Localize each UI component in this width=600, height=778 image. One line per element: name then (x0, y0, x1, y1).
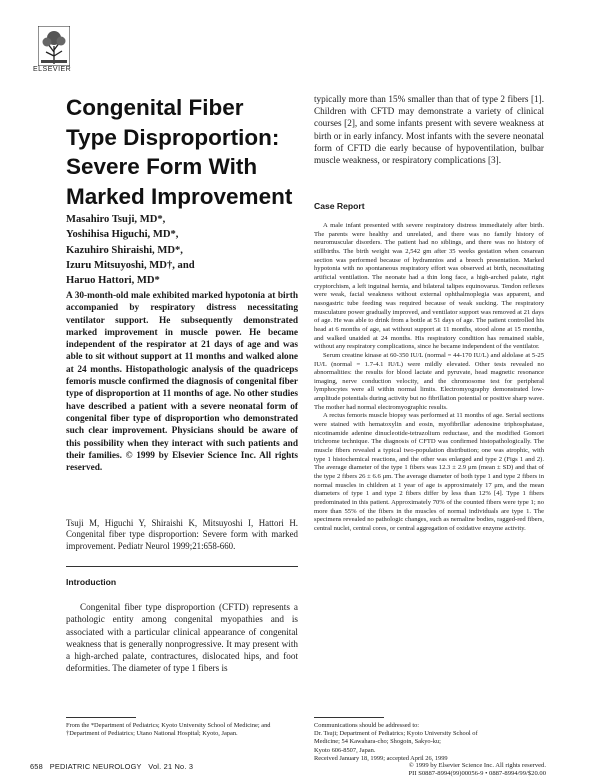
correspondence-line: Medicine; 54 Kawahara-cho; Shogoin, Sakyo-ku; (314, 738, 441, 746)
correspondence-line: Communications should be addressed to: (314, 722, 420, 729)
introduction-heading: Introduction (66, 577, 117, 587)
copyright-line: © 1999 by Elsevier Science Inc. All rights reserved. (408, 762, 546, 769)
case-paragraph: A rectus femoris muscle biopsy was performed at 11 months of age. Serial sections were stained with hematoxylin and eosin, myofibrillar adenosine triphosphatase, nicotinamide adenine dinucleotide-tetrazolium reductase, and the modified Gomori trichrome technique. The diagnosis of CFTD was confirmed histopathologically. The muscle fibers revealed a typical two-population distribution; one was atrophic, with type 1 histochemical reactions, and the other was enlarged and type 2 (Figs 1 and 2). The average diameter of the type 1 fibers was 12.3 ± 2.9 μm (mean ± SD) and that of the type 2 fibers 26 ± 6.6 μm. The average diameter of both type 1 and type 2 fibers in normal muscles in children at 1 year of age is approximately 17 μm, and the mean diameters of type 1 and type 2 fibers differ by less than 12% [4]. Type 1 fibers predominated in this patient. Approximately 70% of the counted fibers were type 1; no more than 55% of the fibers in the muscles of normal individuals are type 1. The specimens revealed no pathologic changes, such as nemaline bodies, ragged-red fibers, central nuclei, central cores, or central aggregation of oxidative enzyme activity. (314, 412, 544, 532)
correspondence-line: Kyoto 606-8507, Japan. (314, 746, 376, 754)
citation: Tsuji M, Higuchi Y, Shiraishi K, Mitsuyoshi I, Hattori H. Congenital fiber type disproportion: Severe form with marked improvement. Pediatr Neurol 1999;21:658-660. (66, 518, 298, 551)
article-title: Congenital Fiber Type Disproportion: Severe Form With Marked Improvement (66, 95, 293, 209)
elsevier-tree-logo (38, 26, 70, 66)
copyright-footer (316, 762, 546, 778)
author-line: Haruo Hattori, MD* (66, 275, 160, 287)
author-line: Yoshihisa Higuchi, MD*, (66, 229, 179, 241)
author-list (66, 212, 296, 288)
introduction-continued: typically more than 15% smaller than that of type 2 fibers [1]. Children with CFTD may demonstrate a variety of clinical courses [2], and some infants present with severe weakness at birth or in early infancy. Most infants with the severe neonatal form of CFTD die early because of hypoventilation, bulbar muscle weakness, or respiratory complications [3]. (314, 94, 544, 166)
affiliation-footnote: From the *Department of Pediatrics; Kyoto University School of Medicine; and †Department of Pediatrics; Utano National Hospital; Kyoto, Japan. (66, 722, 271, 738)
pii-line: PII S0887-8994(99)00056-9 • 0887-8994/99/$20.00 (408, 769, 546, 777)
correspondence-footnote (314, 722, 546, 763)
author-line: Kazuhiro Shiraishi, MD*, (66, 244, 183, 256)
case-report-heading: Case Report (314, 201, 365, 211)
correspondence-line: Dr. Tsuji; Department of Pediatrics; Kyoto University School of (314, 730, 478, 738)
footnote-divider (314, 717, 384, 718)
case-paragraph: A male infant presented with severe respiratory distress immediately after birth. The parents were healthy and unrelated, and there was no family history of neuromuscular disorders. The patient had no siblings, and there was no history of stillbirths. The birth weight was 2,542 gm after 35 weeks gestation when cesarean section was performed because of hydramnios and a breech presentation. Marked hypotonia with no spontaneous respiratory effort was observed at birth, necessitating artificial ventilation. The neonate had a thin long face, a high-arched palate, right cryptorchism, a left inguinal hernia, and bilateral talipes equinovarus. Tendon reflexes were weak, facial weakness without external ophthalmoplegia was apparent, and nasogastric tube feeding was required because of weak sucking. The respiratory musculature power gradually improved, and ventilator support was removed at 21 days of age. He was able to drink from a bottle at 51 days of age. The patient controlled his head at 6 months of age, sat without support at 11 months, stood alone at 15 months, and walked unaided at 24 months. His respiratory condition has remained stable, without any respiratory complications, since he became independent of the ventilator. (314, 222, 544, 351)
author-line: Masahiro Tsuji, MD*, (66, 214, 166, 225)
journal-footer: 658 PEDIATRIC NEUROLOGY Vol. 21 No. 3 (30, 762, 194, 771)
case-report-body (314, 222, 544, 534)
publisher-logo-label: ELSEVIER (33, 66, 72, 73)
case-paragraph: Serum creatine kinase at 60-350 IU/L (normal = 44-170 IU/L) and aldolase at 5-25 IU/L (normal = 1.7-4.1 IU/L) were mildly elevated. Other tests revealed no abnormalities: the results for blood lactate and pyruvate, head magnetic resonance imaging, nerve conduction velocity, and the chromosome test for peripheral lymphocytes were all within normal limits. Electromyography demonstrated low-amplitude potentials during activity but no fibrillation potential or positive sharp wave. The mother had normal electromyographic results. (314, 351, 544, 411)
introduction-text: Congenital fiber type disproportion (CFTD) represents a pathologic entity among congenital myopathies and is associated with a particular clinical appearance of congenital weakness that is generally nonprogressive. It may present with a high-arched palate, contractures, dislocated hips, and foot deformities. The diameter of type 1 fibers is (66, 602, 298, 674)
correspondence-line: Received January 18, 1999; accepted April 26, 1999 (314, 754, 448, 762)
abstract: A 30-month-old male exhibited marked hypotonia at birth accompanied by respiratory distress necessitating ventilator support. He subsequently demonstrated marked improvement in muscle power. He became independent of the respirator at 21 days of age and was able to sit without support at 11 months and walked alone at 24 months. Histopathologic analysis of the quadriceps femoris muscle confirmed the diagnosis of congenital fiber type of disproportion at 11 months of age. No other studies have described a patient with a severe neonatal form of congenital fiber type of disproportion who demonstrated such clear improvement. Physicians should be aware of this possibility when they interact with such patients and their families. © 1999 by Elsevier Science Inc. All rights reserved. (66, 291, 298, 474)
divider (66, 566, 298, 567)
author-line: Izuru Mitsuyoshi, MD†, and (66, 259, 195, 271)
footnote-divider (66, 717, 136, 718)
